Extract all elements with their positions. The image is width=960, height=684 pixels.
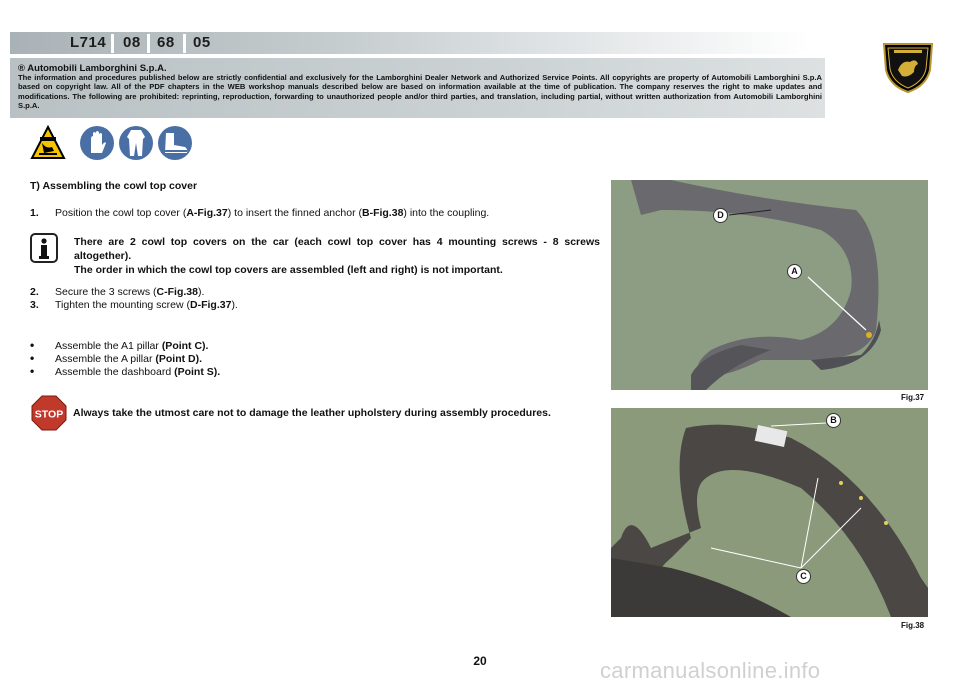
- stop-sign-icon: [31, 395, 67, 431]
- bullet-marker: •: [30, 364, 35, 378]
- manual-code-group: 08: [123, 34, 141, 51]
- text-fragment: ) to insert the finned anchor (: [227, 207, 362, 219]
- bullet-item: [55, 340, 208, 352]
- page-number: 20: [473, 654, 487, 668]
- stop-warning-text: Always take the utmost care not to damage the leather upholstery during assembly procedures.: [73, 407, 551, 419]
- figure-ref: D-Fig.37: [190, 299, 232, 311]
- step-text: [55, 286, 204, 298]
- note-line: The order in which the cowl top covers are assembled (left and right) is not important.: [74, 264, 503, 276]
- code-separator: [147, 34, 150, 53]
- manual-code-subgroup: 68: [157, 34, 175, 51]
- point-ref: (Point D).: [155, 353, 203, 365]
- callout-b: B: [826, 413, 841, 428]
- cowl-cover-underside-illustration: [611, 408, 928, 617]
- step-text: [55, 299, 238, 311]
- section-title: T) Assembling the cowl top cover: [30, 180, 198, 192]
- text-fragment: ).: [231, 299, 238, 311]
- text-fragment: Assemble the A pillar: [55, 353, 156, 365]
- figure-ref: C-Fig.38: [156, 286, 198, 298]
- bullet-item: [55, 366, 220, 378]
- copyright-text: The information and procedures published below are strictly confidential and exclusively for the Lamborghini Dealer Network and Authorized Service Points. All copyrights are property of Automobili Lamborghini S.p.A based on copyright law. All of the PDF chapters in the WEB workshop manuals described below are based on information available at the time of publication. The company reserves the right to make updates and modifications. The following are prohibited: reprinting, reproduction, forwarding to unauthorized people and/or third parties, and translation, including partial, without written authorization from Automobili Lamborghini S.p.A.: [18, 73, 822, 111]
- overalls-icon: [118, 125, 154, 161]
- text-fragment: Tighten the mounting screw (: [55, 299, 191, 311]
- bullet-item: [55, 353, 202, 365]
- figure-37-photo: [611, 180, 928, 390]
- point-ref: (Point S).: [174, 366, 221, 378]
- safety-shoes-icon: [157, 125, 193, 161]
- bullet-marker: •: [30, 338, 35, 352]
- stop-label: STOP: [34, 408, 64, 421]
- callout-c: C: [796, 569, 811, 584]
- text-fragment: Assemble the dashboard: [55, 366, 175, 378]
- note-line: There are 2 cowl top covers on the car (each cowl top cover has 4 mounting screws - 8 screws altogether).: [74, 236, 600, 262]
- watermark-text: carmanualsonline.info: [600, 658, 821, 683]
- gloves-icon: [79, 125, 115, 161]
- text-fragment: Secure the 3 screws (: [55, 286, 157, 298]
- step-number: 2.: [30, 286, 39, 298]
- step-number: 1.: [30, 207, 39, 219]
- figure-ref: B-Fig.38: [361, 207, 404, 219]
- step-number: 3.: [30, 299, 39, 311]
- figure-37-caption: Fig.37: [901, 393, 925, 402]
- point-ref: (Point C).: [161, 340, 209, 352]
- manual-code-model: L714: [70, 34, 107, 51]
- text-fragment: Assemble the A1 pillar: [55, 340, 162, 352]
- callout-d: D: [713, 208, 728, 223]
- figure-ref: A-Fig.37: [186, 207, 228, 219]
- lamborghini-logo-icon: [880, 40, 936, 94]
- code-separator: [111, 34, 114, 53]
- manual-code-section: 05: [193, 34, 211, 51]
- copyright-title: ® Automobili Lamborghini S.p.A.: [18, 63, 167, 74]
- note-text: [74, 235, 600, 277]
- bullet-marker: •: [30, 351, 35, 365]
- callout-a: A: [787, 264, 802, 279]
- text-fragment: Position the cowl top cover (: [55, 207, 187, 219]
- text-fragment: ) into the coupling.: [403, 207, 490, 219]
- cowl-cover-illustration: [611, 180, 928, 390]
- info-icon: [30, 233, 58, 263]
- text-fragment: ).: [197, 286, 205, 298]
- figure-38-caption: Fig.38: [901, 621, 925, 630]
- step-text: [55, 207, 489, 219]
- code-separator: [183, 34, 186, 53]
- crush-warning-icon: [30, 125, 66, 161]
- figure-38-photo: [611, 408, 928, 617]
